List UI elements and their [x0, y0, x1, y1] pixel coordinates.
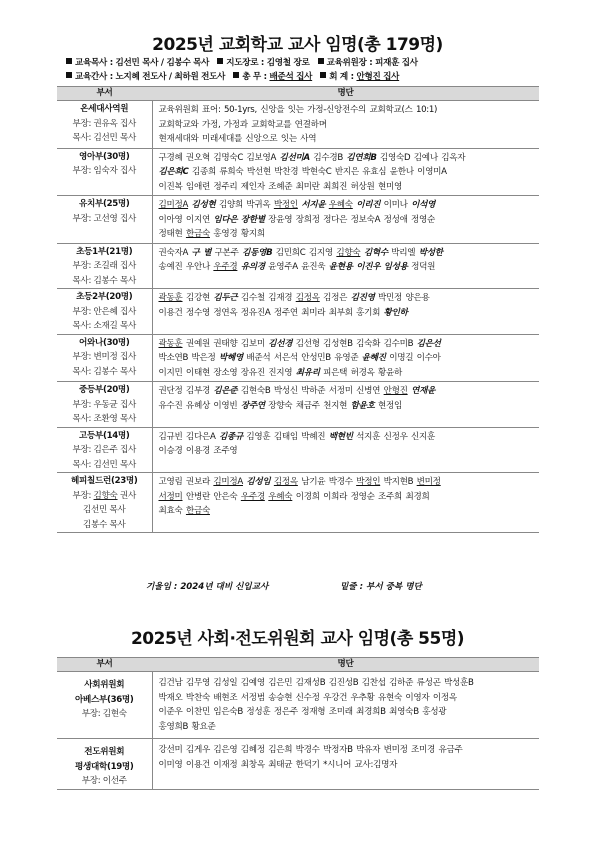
- teacher-names: 김정은: [319, 293, 351, 303]
- duplicate-teacher-name: 우주경: [240, 491, 265, 502]
- header-names: 명단: [152, 87, 539, 101]
- dept-cell: [57, 148, 152, 196]
- names-line: [159, 132, 534, 147]
- teacher-names: 이진복 임애련 정주리 제인자 조혜준 최미란 최희진 허상원 현미영: [158, 181, 402, 192]
- teacher-names: 권숙자A: [158, 247, 192, 258]
- dept-staff: 김봉수 목사: [83, 519, 126, 530]
- teacher-names: 권예원 권태향 김보미: [182, 338, 269, 349]
- names-line: [159, 399, 534, 414]
- duplicate-teacher-name: 곽동훈: [158, 293, 183, 303]
- names-line: [159, 198, 534, 213]
- new-teacher-name: 김진영: [350, 293, 375, 303]
- new-teacher-name: 윤혜진: [361, 353, 386, 363]
- table-row: [57, 101, 539, 149]
- names-cell: [152, 473, 539, 533]
- table-row: [57, 739, 539, 790]
- teacher-names: 이아영 이지연: [158, 214, 214, 225]
- teacher-table: [57, 86, 539, 533]
- names-line: [159, 260, 534, 275]
- new-teacher-name: 유의경: [240, 262, 265, 272]
- new-teacher-name: 구 별: [191, 247, 212, 258]
- dept-staff: 목사: 김봉수 목사: [72, 366, 136, 377]
- meta-general: 배준석 집사: [269, 72, 313, 82]
- teacher-names: 정태현: [158, 229, 186, 239]
- teacher-names: 교육위원회 표어: 50-1yrs, 신앙을 잇는 가정-신앙전수의 교회학교(스 10:1): [158, 105, 438, 115]
- new-teacher-name: 김연희B: [346, 152, 377, 163]
- teacher-names: 석지훈 신정우 신지훈: [352, 431, 436, 442]
- new-teacher-name: 김혁수: [363, 247, 388, 258]
- names-line: [159, 366, 534, 381]
- meta-row-2: [66, 70, 399, 82]
- bullet-square-icon: [66, 58, 72, 64]
- dept-staff: 부장: 조길래 집사: [72, 261, 136, 271]
- table-row: [57, 382, 539, 428]
- names-cell: [152, 243, 539, 289]
- new-teacher-name: 윤현용: [328, 262, 353, 272]
- note-underline-legend: 밑줄 : 부서 중복 명단: [340, 582, 422, 592]
- teacher-names: 유수진 유혜상 이영빈: [158, 400, 241, 411]
- teacher-names: 이경희 이희라 정영순 조주희 최경희: [292, 491, 430, 502]
- duplicate-teacher-name: 곽동훈: [158, 338, 183, 349]
- teacher-names: 이용건 정수영 정연옥 정유진A 정주연 최미라 최부회 홍기회: [158, 307, 384, 318]
- meta-edu-staff: 교육간사 : 노지혜 전도사 / 최하원 전도사: [75, 72, 226, 82]
- new-teacher-name: 이리진: [356, 200, 381, 210]
- header-names: 명단: [152, 658, 539, 672]
- new-teacher-name: 김동영B: [242, 247, 273, 258]
- names-line: [159, 351, 534, 366]
- duplicate-teacher-name: 김미정A: [158, 200, 189, 210]
- new-teacher-name: 김두근: [213, 293, 238, 303]
- duplicate-teacher-name: 우혜숙: [328, 200, 353, 210]
- table-header: [57, 87, 539, 101]
- teacher-names: 정덕원: [407, 262, 436, 272]
- dept-staff: 목사: 김봉수 목사: [72, 275, 136, 286]
- names-line: [159, 180, 534, 195]
- bullet-square-icon: [66, 72, 72, 78]
- dept-cell: [57, 382, 152, 428]
- dept-staff: 부장: 김은주 집사: [72, 445, 136, 455]
- dept-staff: 부장: 변미정 집사: [72, 352, 136, 362]
- table-row: [57, 243, 539, 289]
- names-line: 박재오 박찬숙 배현조 서정범 송승현 신수정 우강건 우추황 유현숙 이영자 이정옥: [158, 692, 457, 703]
- names-cell: [152, 672, 539, 739]
- names-cell: [152, 101, 539, 149]
- names-cell: [152, 739, 539, 790]
- teacher-names: 현정임: [374, 400, 403, 411]
- names-line: [159, 227, 534, 242]
- names-line: [159, 103, 534, 118]
- dept-staff: 목사: 김선민 목사: [72, 133, 136, 143]
- new-teacher-name: 박성한: [418, 247, 443, 258]
- new-teacher-name: 박혜영: [218, 353, 243, 363]
- dept-name: 헤피칠드런(23명): [70, 476, 138, 486]
- teacher-names: 김수경B: [309, 152, 347, 163]
- dept-staff: 부장: 김향숙 권사: [72, 490, 136, 501]
- new-teacher-name: 김은선: [416, 338, 441, 349]
- teacher-names: 교회학교와 가정, 가정과 교회학교를 연결하며: [158, 119, 327, 130]
- bullet-square-icon: [217, 58, 223, 64]
- meta-row-1: [66, 56, 418, 68]
- meta-accountant: 안형진 집사: [356, 72, 400, 82]
- teacher-names: 김영숙D 김예나 김옥자: [376, 152, 466, 163]
- duplicate-teacher-name: 한금숙: [185, 229, 210, 239]
- names-line: [159, 246, 534, 261]
- dept-cell: [57, 101, 152, 149]
- names-line: [159, 384, 534, 399]
- meta-elder: 지도장로 : 김영철 장로: [226, 58, 310, 68]
- names-line: [159, 118, 534, 133]
- names-cell: [152, 382, 539, 428]
- dept-name: 평생대학(19명): [74, 761, 134, 772]
- new-teacher-name: 김선미A: [279, 152, 310, 163]
- table-row: [57, 473, 539, 533]
- duplicate-teacher-name: 김향숙: [336, 247, 361, 258]
- teacher-names: 구경혜 권오혁 김명숙C 김보영A: [158, 152, 280, 163]
- duplicate-teacher-name: 안형진: [383, 386, 408, 396]
- duplicate-teacher-name: 김향숙: [93, 490, 118, 501]
- dept-cell: [57, 334, 152, 382]
- duplicate-teacher-name: 우주경: [213, 262, 238, 272]
- new-teacher-name: 이석영: [411, 200, 436, 210]
- dept-cell: [57, 672, 152, 739]
- teacher-names: 김민희C 김지영: [272, 247, 337, 258]
- dept-cell: [57, 739, 152, 790]
- names-line: [159, 504, 534, 519]
- dept-name: 초등1부(21명): [76, 246, 133, 257]
- page-title-committee: 2025년 사회·전도위원회 교사 임명(총 55명): [130, 629, 465, 649]
- teacher-names: 홍영경 황지희: [209, 229, 265, 239]
- dept-staff: 김선민 목사: [83, 505, 126, 515]
- dept-name: 아베스부(36명): [74, 694, 134, 705]
- meta-committee-chair-label: 교육위원장 :: [326, 58, 376, 68]
- new-teacher-name: 김선경: [268, 338, 293, 349]
- new-teacher-name: 임성용: [383, 262, 408, 272]
- names-cell: [152, 148, 539, 196]
- dept-cell: [57, 289, 152, 335]
- teacher-names: 김영훈 김태임 박혜진: [242, 431, 329, 442]
- teacher-names: 김종희 류희숙 박선현 박찬경 박현숙C 반지은 유효심 윤한나 이영미A: [188, 167, 447, 177]
- names-line: [159, 337, 534, 352]
- dept-staff: 목사: 조환영 목사: [72, 414, 136, 424]
- dept-cell: [57, 473, 152, 533]
- teacher-names: 배준석 서은석 안성민B 유영준: [243, 353, 362, 363]
- header-dept: 부서: [57, 87, 152, 101]
- names-line: [159, 151, 534, 166]
- page-title-teachers: 2025년 교회학교 교사 임명(총 179명): [152, 35, 443, 55]
- names-cell: [152, 196, 539, 244]
- teacher-names: 피은택 허경옥 황윤하: [319, 367, 403, 378]
- dept-name: 온세대사역원: [80, 104, 129, 114]
- new-teacher-name: 백현빈: [328, 431, 353, 442]
- names-line: 이준우 이찬민 임은숙B 정성훈 정은주 정재형 조미래 최경희B 최영숙B 홍성광: [158, 707, 447, 717]
- new-teacher-name: 함윤호: [350, 400, 375, 411]
- new-teacher-name: 최유리: [295, 367, 320, 378]
- dept-cell: [57, 243, 152, 289]
- dept-name: 전도위원회: [84, 747, 125, 757]
- names-line: 김건남 김무영 김성일 김예영 김은민 김재성B 김진성B 김찬섭 김하준 류성곤 박성훈B: [158, 678, 474, 688]
- names-line: [159, 475, 534, 490]
- bullet-square-icon: [320, 72, 326, 78]
- meta-general-label: 총 무 :: [242, 72, 270, 82]
- dept-name: 초등2부(20명): [76, 292, 133, 302]
- new-teacher-name: 황인하: [383, 307, 408, 318]
- dept-staff: 목사: 김선민 목사: [72, 459, 136, 470]
- dept-name: 유치부(25명): [78, 199, 130, 209]
- new-teacher-name: 김성임: [246, 477, 271, 487]
- dept-name: 고등부(14명): [78, 430, 130, 441]
- duplicate-teacher-name: 김미정A: [213, 477, 243, 487]
- bullet-square-icon: [318, 58, 324, 64]
- table-row: [57, 672, 539, 739]
- dept-staff: 부장: 고선영 집사: [72, 213, 136, 224]
- new-teacher-name: 임다은: [213, 214, 238, 225]
- new-teacher-name: 김은희C: [158, 167, 189, 177]
- meta-accountant-label: 회 계 :: [329, 72, 357, 82]
- teacher-names: 이지민 이태현 장소영 장유진 진지영: [158, 367, 296, 378]
- table-header: [57, 658, 539, 672]
- meta-edu-pastor: 교육목사 : 김선민 목사 / 김봉수 목사: [75, 58, 210, 68]
- meta-committee-chair: 피재훈 집사: [375, 58, 418, 68]
- bullet-square-icon: [233, 72, 239, 78]
- teacher-names: 최효숙: [158, 506, 186, 516]
- teacher-names: 현재세대와 미래세대를 신앙으로 잇는 사역: [158, 134, 317, 144]
- teacher-names: 권단정 김부경: [158, 386, 214, 396]
- dept-name: 사회위원회: [84, 680, 125, 690]
- dept-name: 영아부(30명): [78, 151, 130, 162]
- teacher-names: 박지현B: [380, 477, 417, 487]
- note-italic-legend: 기울임 : 2024년 대비 신입교사: [146, 582, 269, 592]
- dept-staff: 부장: 권유옥 집사: [72, 118, 136, 129]
- new-teacher-name: 연재윤: [411, 386, 436, 396]
- names-line: [159, 213, 534, 228]
- table-row: [57, 148, 539, 196]
- table-row: [57, 427, 539, 473]
- names-line: 강선미 김게우 김은영 김혜정 김은희 박경수 박정자B 박유자 변미정 조미경 유금주: [158, 745, 463, 755]
- dept-cell: [57, 196, 152, 244]
- teacher-names: 송예진 우안나: [158, 262, 214, 272]
- new-teacher-name: 서지윤: [301, 200, 326, 210]
- teacher-names: 김양희 박귀옥: [215, 200, 274, 210]
- names-line: [159, 490, 534, 505]
- duplicate-teacher-name: 박정인: [273, 200, 298, 210]
- duplicate-teacher-name: 우혜숙: [268, 491, 293, 502]
- table-row: [57, 196, 539, 244]
- teacher-names: 박리엘: [387, 247, 419, 258]
- duplicate-teacher-name: 박정인: [356, 477, 381, 487]
- dept-staff: 부장: 안은혜 집사: [72, 306, 136, 317]
- table-row: [57, 334, 539, 382]
- duplicate-teacher-name: 김정옥: [295, 293, 320, 303]
- teacher-names: 박소연B 박은정: [158, 353, 219, 363]
- committee-table: [57, 657, 539, 790]
- names-line: [159, 306, 534, 321]
- new-teacher-name: 김성현: [191, 200, 216, 210]
- teacher-names: 장윤영 장희정 정다은 정보숙A 정성애 정영순: [264, 214, 436, 225]
- names-cell: [152, 289, 539, 335]
- dept-staff: 부장: 임숙자 집사: [72, 166, 136, 176]
- teacher-names: 이미나: [380, 200, 412, 210]
- duplicate-teacher-name: 한금숙: [185, 506, 210, 516]
- new-teacher-name: 장한별: [240, 214, 265, 225]
- teacher-names: 김수철 김재경: [237, 293, 296, 303]
- dept-staff: 부장: 우동균 집사: [72, 399, 136, 410]
- names-line: [159, 165, 534, 180]
- names-cell: [152, 334, 539, 382]
- new-teacher-name: 김은준: [213, 386, 238, 396]
- names-line: 홍영희B 황요준: [158, 721, 216, 732]
- teacher-names: 이명길 이수아: [385, 353, 441, 363]
- teacher-names: 김강현: [182, 293, 214, 303]
- dept-name: 어와나(30명): [78, 337, 130, 348]
- teacher-names: 안병란 안은숙: [182, 491, 241, 502]
- dept-cell: [57, 427, 152, 473]
- duplicate-teacher-name: 변미정: [416, 477, 441, 487]
- teacher-names: 박민정 양은용: [374, 293, 430, 303]
- teacher-names: 김현숙B 박성신 박하준 서정미 신병연: [237, 386, 384, 396]
- new-teacher-name: 김종규: [218, 431, 243, 442]
- teacher-names: 구본주: [211, 247, 243, 258]
- duplicate-teacher-name: 김정옥: [273, 477, 298, 487]
- teacher-names: 윤영주A 윤진욱: [264, 262, 329, 272]
- teacher-names: 이승경 이용경 조주영: [158, 446, 238, 456]
- new-teacher-name: 이진우: [356, 262, 381, 272]
- names-line: 이미영 이용건 이재정 최창옥 최태균 한덕기 *시니어 교사:김명자: [158, 759, 398, 770]
- table-row: [57, 289, 539, 335]
- dept-name: 중등부(20명): [78, 385, 130, 395]
- new-teacher-name: 장주연: [240, 400, 265, 411]
- duplicate-teacher-name: 서정미: [158, 491, 183, 502]
- names-cell: [152, 427, 539, 473]
- teacher-names: 장향숙 채금주 천지현: [264, 400, 351, 411]
- names-line: [159, 291, 534, 306]
- dept-staff: 목사: 소재길 목사: [72, 321, 136, 331]
- teacher-names: 고영림 권보라: [158, 477, 214, 487]
- names-line: [159, 430, 534, 445]
- teacher-names: 김선형 김성현B 김숙화 김수미B: [292, 338, 417, 349]
- teacher-names: 남기윤 박경수: [297, 477, 357, 487]
- header-dept: 부서: [57, 658, 152, 672]
- dept-staff: 부장: 김현숙: [81, 709, 127, 719]
- dept-staff: 부장: 이선주: [81, 776, 127, 786]
- teacher-names: 김규빈 김다은A: [158, 431, 219, 442]
- names-line: [159, 444, 534, 459]
